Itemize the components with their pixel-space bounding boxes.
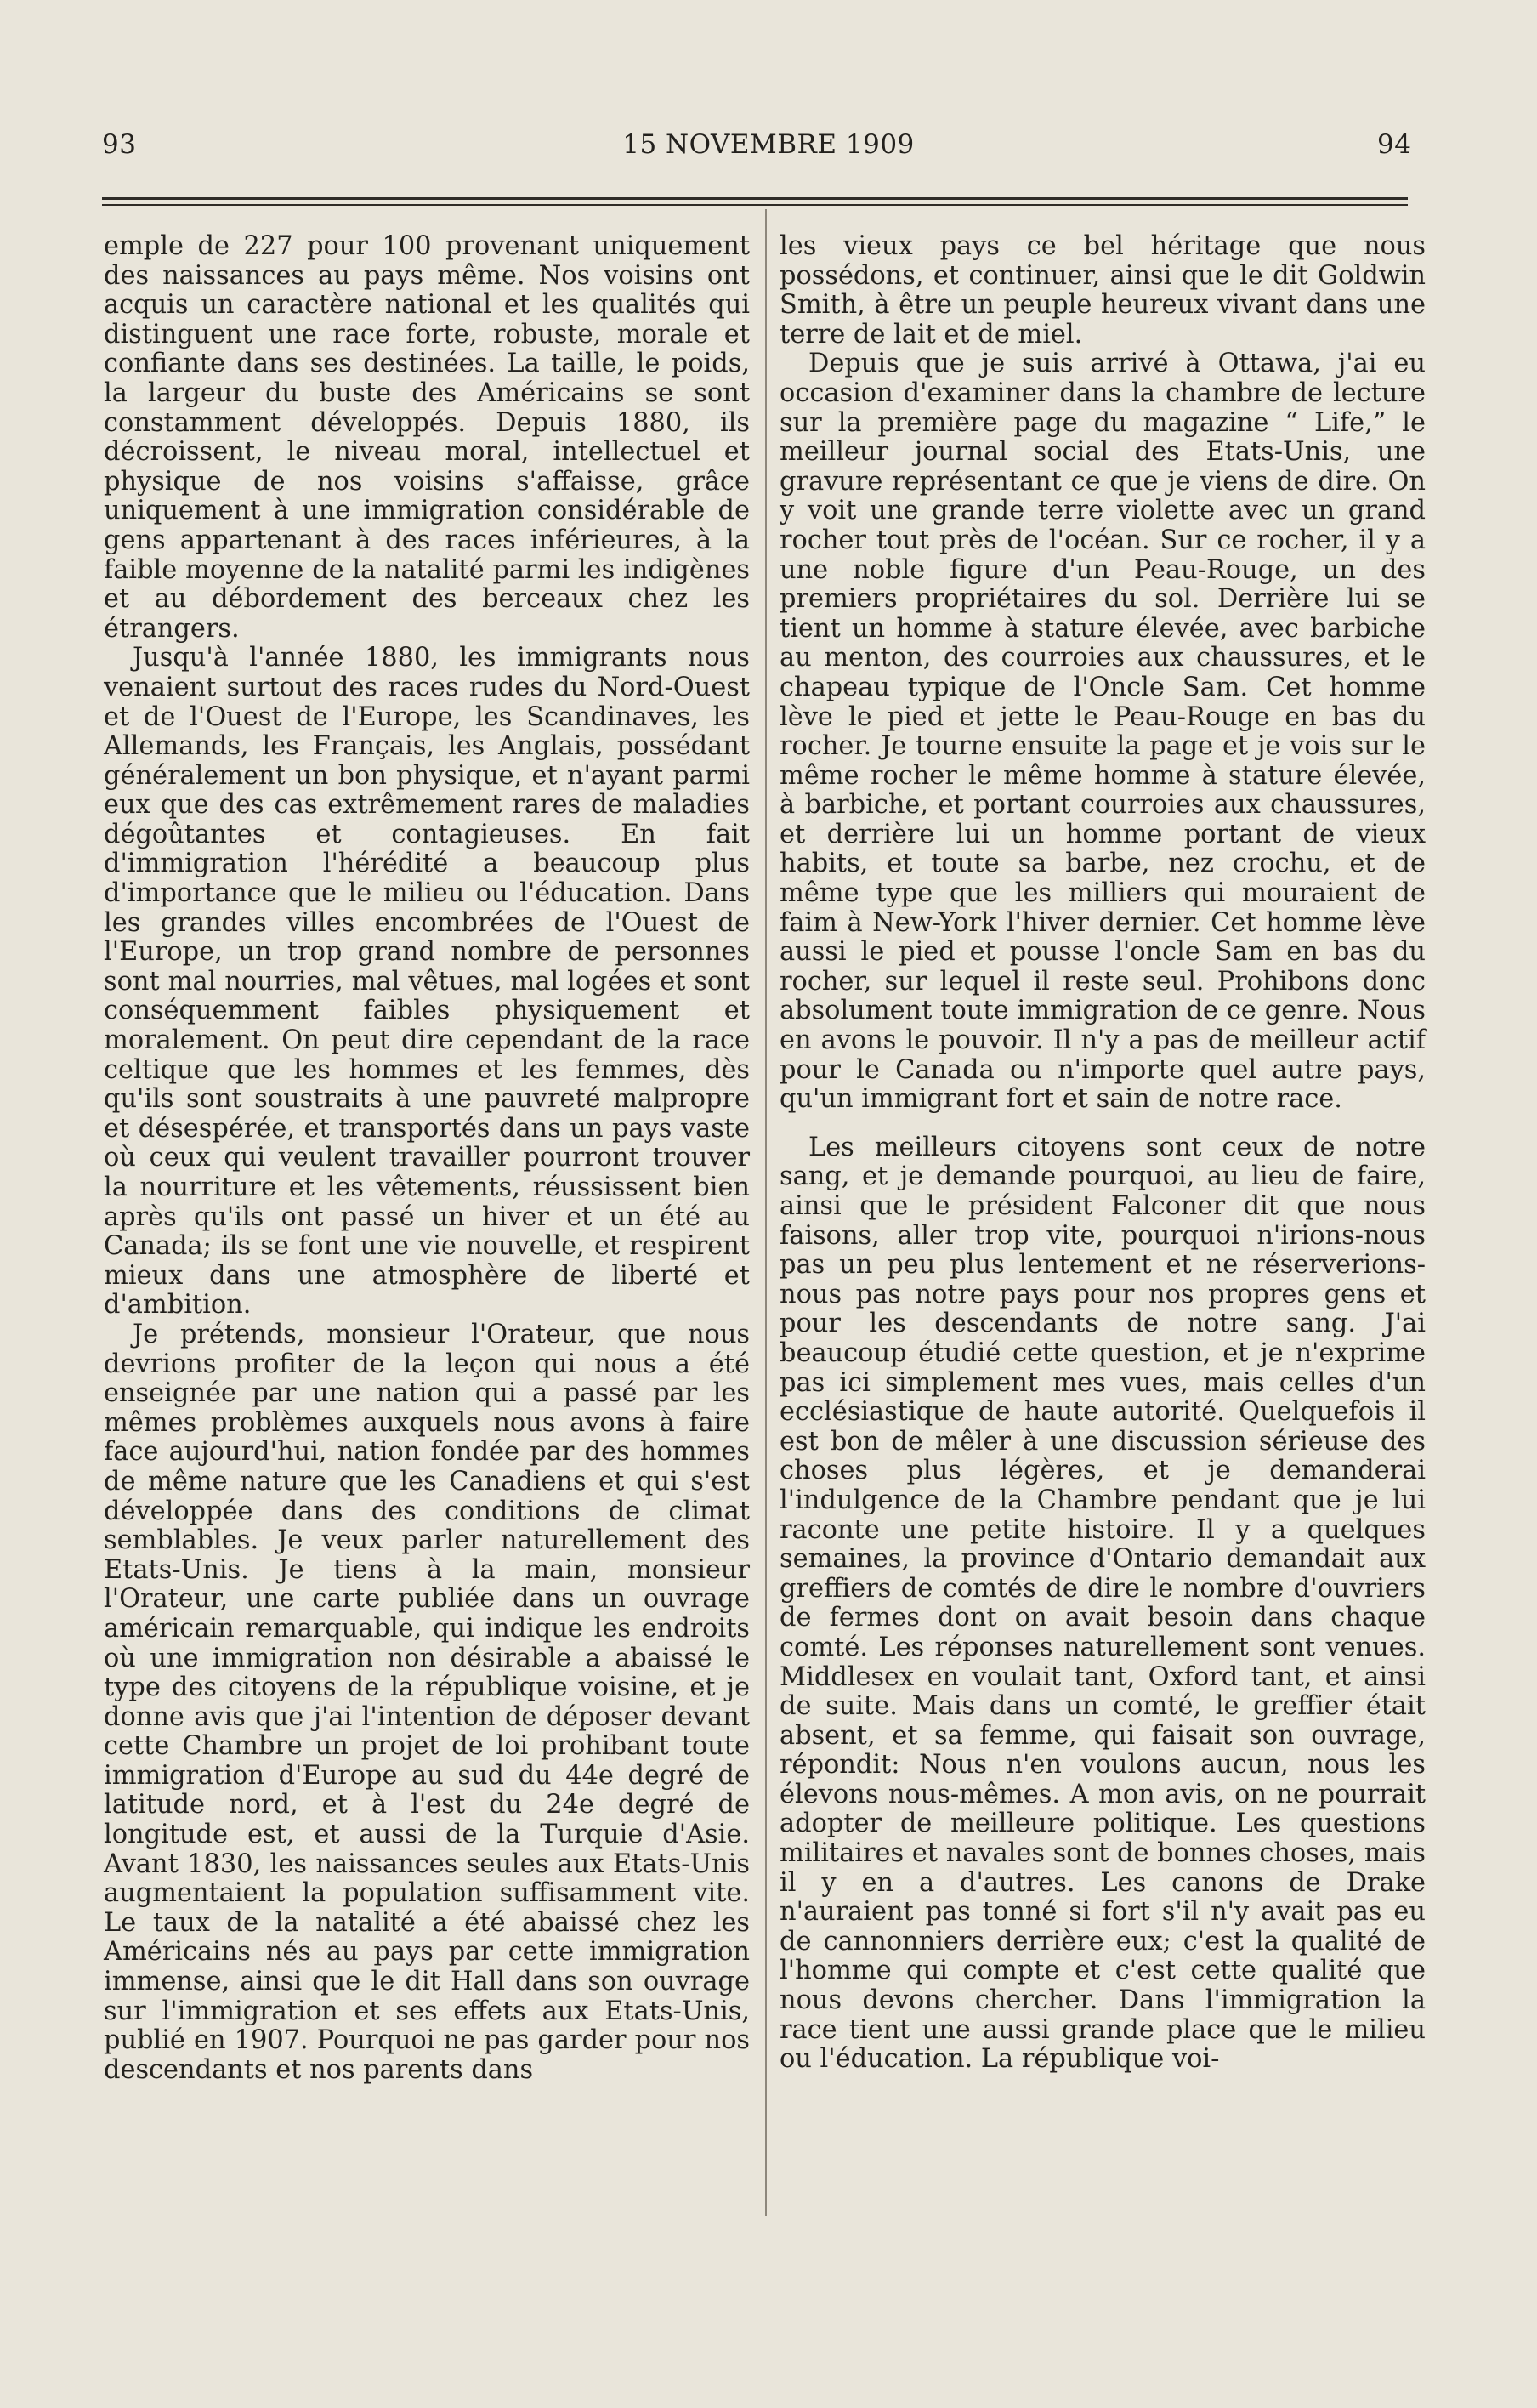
page-date-header: 15 NOVEMBRE 1909 (622, 129, 915, 160)
paragraph: Jusqu'à l'année 1880, les immigrants nous venaient surtout des races rudes du Nord-Ouest et de l'Ouest de l'Europe, les Scandinaves, les Allemands, les Français, les Anglais, possédant généralement un bon physique, et n'ayant parmi eux que des cas extrêmement rares de maladies dégoûtantes et contagieuses. En fait d'immigration l'hérédité a beaucoup plus d'importance que le milieu ou l'éducation. Dans les grandes villes encombrées de l'Ouest de l'Europe, un trop grand nombre de personnes sont mal nourries, mal vêtues, mal logées et sont conséquemment faibles physiquement et moralement. On peut dire cependant de la race celtique que les hommes et les femmes, dès qu'ils sont soustraits à une pauvreté malpropre et désespérée, et transportés dans un pays vaste où ceux qui veulent travailler pourront trouver la nourriture et les vêtements, réussissent bien après qu'ils ont passé un hiver et un été au Canada; ils se font une vie nouvelle, et respirent mieux dans une atmosphère de liberté et d'ambition. (104, 643, 750, 1320)
column-divider (765, 209, 767, 2216)
paragraph: emple de 227 pour 100 provenant uniquement des naissances au pays même. Nos voisins ont acquis un caractère national et les qualités qui distinguent une race forte, robuste, morale et confiante dans ses destinées. La taille, le poids, la largeur du buste des Américains se sont constamment développés. Depuis 1880, ils décroissent, le niveau moral, intellectuel et physique de nos voisins s'affaisse, grâce uniquement à une immigration considérable de gens appartenant à des races inférieures, à la faible moyenne de la natalité parmi les indigènes et au débordement des berceaux chez les étrangers. (104, 231, 750, 644)
header-rule-bottom (102, 204, 1408, 206)
header-rule-top (102, 197, 1408, 200)
right-column (780, 232, 1426, 2075)
paragraph: Depuis que je suis arrivé à Ottawa, j'ai eu occasion d'examiner dans la chambre de lecture sur la première page du magazine “ Life,” le meilleur journal social des Etats-Unis, une gravure représentant ce que je viens de dire. On y voit une grande terre violette avec un grand rocher tout près de l'océan. Sur ce rocher, il y a une noble figure d'un Peau-Rouge, un des premiers propriétaires du sol. Derrière lui se tient un homme à stature élevée, avec barbiche au menton, des courroies aux chaussures, et le chapeau typique de l'Oncle Sam. Cet homme lève le pied et jette le Peau-Rouge en bas du rocher. Je tourne ensuite la page et je vois sur le même rocher le même homme à stature élevée, à barbiche, et portant courroies aux chaussures, et derrière lui un homme portant de vieux habits, et toute sa barbe, nez crochu, et de même type que les milliers qui mouraient de faim à New-York l'hiver dernier. Cet homme lève aussi le pied et pousse l'oncle Sam en bas du rocher, sur lequel il reste seul. Prohibons donc absolument toute immigration de ce genre. Nous en avons le pouvoir. Il n'y a pas de meilleur actif pour le Canada ou n'importe quel autre pays, qu'un immigrant fort et sain de notre race. (780, 349, 1426, 1115)
paragraph: Je prétends, monsieur l'Orateur, que nous devrions profiter de la leçon qui nous a été enseignée par une nation qui a passé par les mêmes problèmes auxquels nous avons à faire face aujourd'hui, nation fondée par des hommes de même nature que les Canadiens et qui s'est développée dans des conditions de climat semblables. Je veux parler naturellement des Etats-Unis. Je tiens à la main, monsieur l'Orateur, une carte publiée dans un ouvrage américain remarquable, qui indique les endroits où une immigration non désirable a abaissé le type des citoyens de la république voisine, et je donne avis que j'ai l'intention de déposer devant cette Chambre un projet de loi prohibant toute immigration d'Europe au sud du 44e degré de latitude nord, et à l'est du 24e degré de longitude est, et aussi de la Turquie d'Asie. Avant 1830, les naissances seules aux Etats-Unis augmentaient la population suffisamment vite. Le taux de la natalité a été abaissé chez les Américains nés au pays par cette immigration immense, ainsi que le dit Hall dans son ouvrage sur l'immigration et ses effets aux Etats-Unis, publié en 1907. Pourquoi ne pas garder pour nos descendants et nos parents dans (104, 1319, 750, 2085)
paragraph: Les meilleurs citoyens sont ceux de notre sang, et je demande pourquoi, au lieu de faire, ainsi que le président Falconer dit que nous faisons, aller trop vite, pourquoi n'irions-nous pas un peu plus lentement et ne réserverions-nous pas notre pays pour nos propres gens et pour les descendants de notre sang. J'ai beaucoup étudié cette question, et je n'exprime pas ici simplement mes vues, mais celles d'un ecclésiastique de haute autorité. Quelquefois il est bon de mêler à une discussion sérieuse des choses plus légères, et je demanderai l'indulgence de la Chambre pendant que je lui raconte une petite histoire. Il y a quelques semaines, la province d'Ontario demandait aux greffiers de comtés de dire le nombre d'ouvriers de fermes dont on avait besoin dans chaque comté. Les réponses naturellement sont venues. Middlesex en voulait tant, Oxford tant, et ainsi de suite. Mais dans un comté, le greffier était absent, et sa femme, qui faisait son ouvrage, répondit: Nous n'en voulons aucun, nous les élevons nous-mêmes. A mon avis, on ne pourrait adopter de meilleure politique. Les questions militaires et navales sont de bonnes choses, mais il y en a d'autres. Les canons de Drake n'auraient pas tonné si fort s'il n'y avait pas eu de cannonniers derrière eux; c'est la qualité de l'homme qui compte et c'est cette qualité que nous devons chercher. Dans l'immigration la race tient une aussi grande place que le milieu ou l'éducation. La république voi- (780, 1132, 1426, 2075)
page-number-left: 93 (102, 129, 137, 160)
paragraph: les vieux pays ce bel héritage que nous possédons, et continuer, ainsi que le dit Goldwin Smith, à être un peuple heureux vivant dans une terre de lait et de miel. (780, 231, 1426, 349)
left-column (104, 232, 750, 2085)
page-number-right: 94 (1377, 129, 1412, 160)
